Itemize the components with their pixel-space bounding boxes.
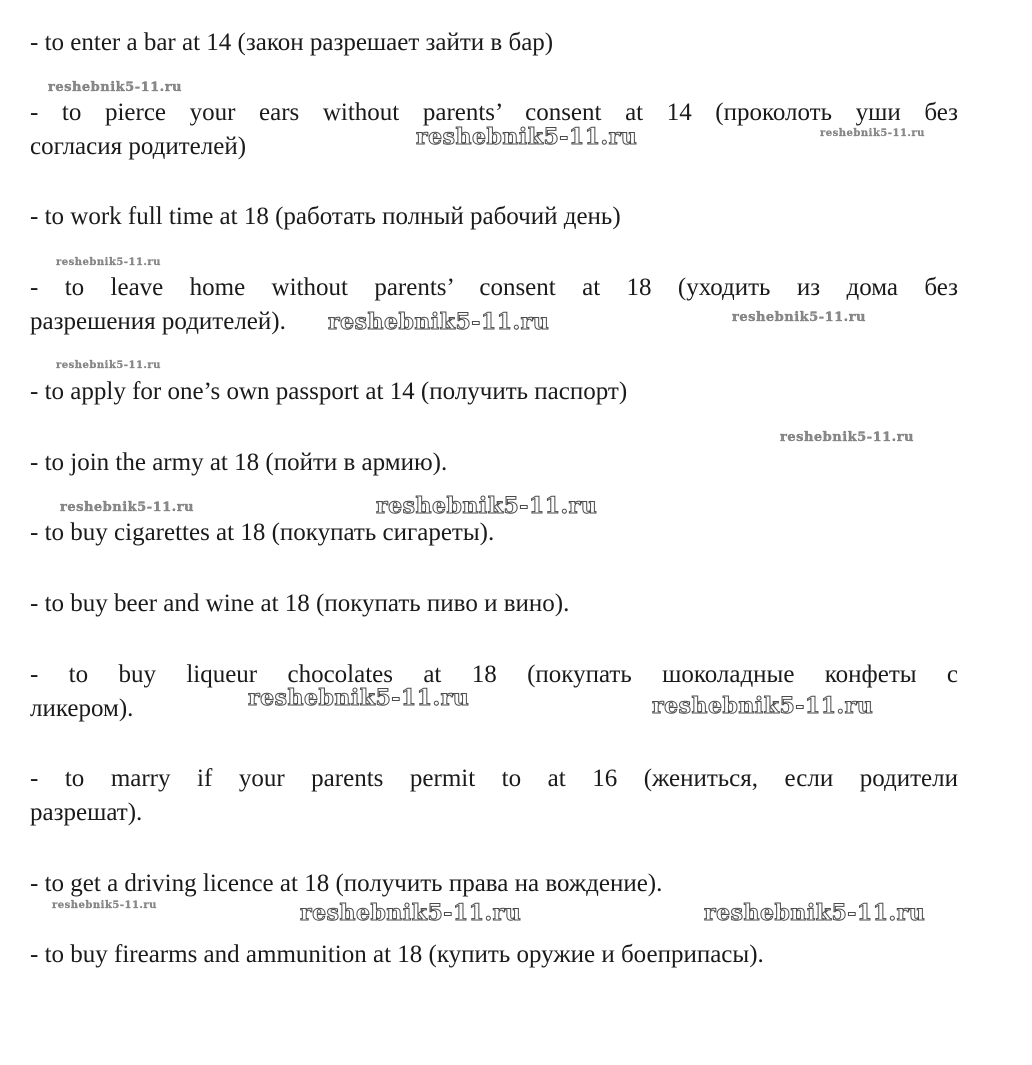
text-line-apply-passport: - to apply for one’s own passport at 14 (получить паспорт) xyxy=(30,378,628,405)
watermark: reshebnik5-11.ru xyxy=(56,360,161,371)
text-line-enter-bar: - to enter a bar at 14 (закон разрешает зайти в бар) xyxy=(30,29,554,56)
text-line-driving-licence: - to get a driving licence at 18 (получить права на вождение). xyxy=(30,870,663,897)
text-line-work-full-time: - to work full time at 18 (работать полный рабочий день) xyxy=(30,203,621,230)
watermark: reshebnik5-11.ru xyxy=(48,80,183,95)
text-line-marry: - to marry if your parents permit to at 16 (жениться, если родители xyxy=(30,765,958,792)
watermark: reshebnik5-11.ru xyxy=(780,430,915,445)
watermark: reshebnik5-11.ru xyxy=(652,693,874,719)
watermark: reshebnik5-11.ru xyxy=(820,128,925,139)
watermark: reshebnik5-11.ru xyxy=(52,900,157,911)
text-line-pierce-ears-cont: согласия родителей) xyxy=(30,133,247,160)
text-line-marry-cont: разрешат). xyxy=(30,799,143,826)
text-line-leave-home: - to leave home without parents’ consent at 18 (уходить из дома без xyxy=(30,274,958,301)
text-line-buy-beer-wine: - to buy beer and wine at 18 (покупать пиво и вино). xyxy=(30,590,570,617)
watermark: reshebnik5-11.ru xyxy=(732,310,867,325)
text-line-leave-home-cont: разрешения родителей). xyxy=(30,308,286,335)
text-line-firearms: - to buy firearms and ammunition at 18 (купить оружие и боеприпасы). xyxy=(30,941,764,968)
watermark: reshebnik5-11.ru xyxy=(56,257,161,268)
watermark: reshebnik5-11.ru xyxy=(300,900,522,926)
text-line-buy-cigarettes: - to buy cigarettes at 18 (покупать сигареты). xyxy=(30,519,495,546)
watermark: reshebnik5-11.ru xyxy=(704,900,926,926)
text-line-pierce-ears: - to pierce your ears without parents’ consent at 14 (проколоть уши без xyxy=(30,99,958,126)
text-line-liqueur-chocolates: - to buy liqueur chocolates at 18 (покупать шоколадные конфеты с xyxy=(30,661,958,688)
watermark: reshebnik5-11.ru xyxy=(248,685,470,711)
watermark: reshebnik5-11.ru xyxy=(376,493,598,519)
watermark: reshebnik5-11.ru xyxy=(60,500,195,515)
watermark: reshebnik5-11.ru xyxy=(416,124,638,150)
text-line-liqueur-chocolates-cont: ликером). xyxy=(30,695,134,722)
watermark: reshebnik5-11.ru xyxy=(328,309,550,335)
text-line-join-army: - to join the army at 18 (пойти в армию). xyxy=(30,449,448,476)
